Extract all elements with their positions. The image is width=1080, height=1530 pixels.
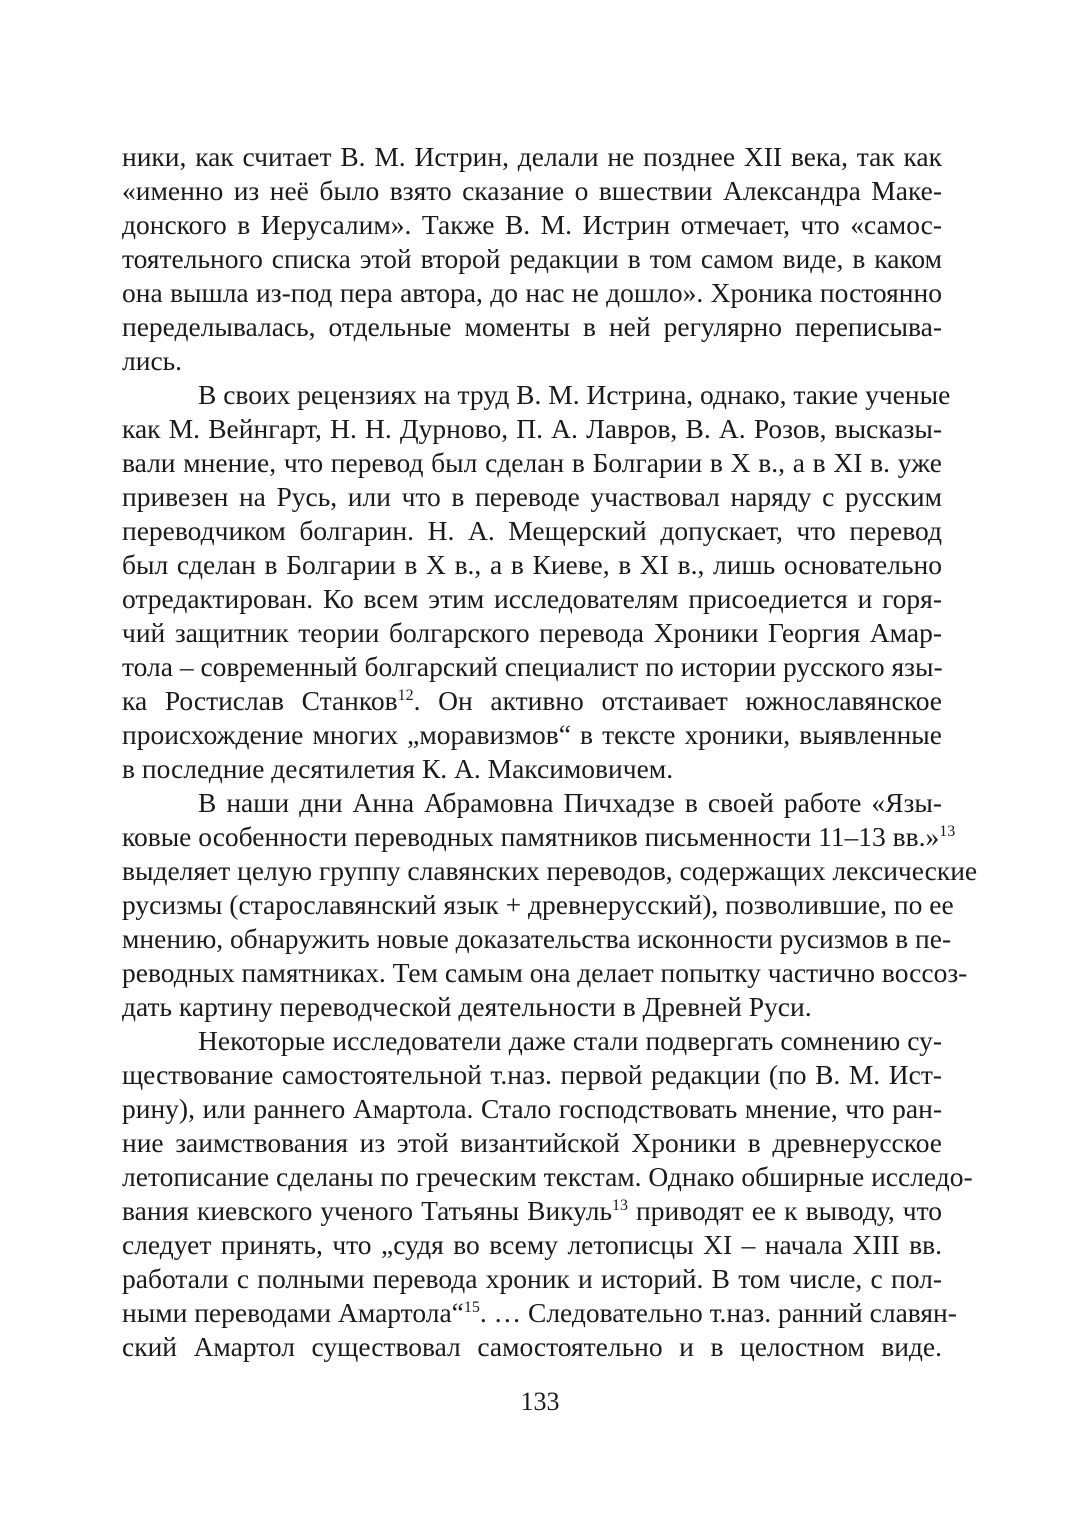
text-line: ский Амартол существовал самостоятельно и в целостном виде. <box>122 1331 942 1362</box>
text-line: В наши дни Анна Абрамовна Пичхадзе в своей работе «Язы- <box>198 787 942 818</box>
text-line: выделяет целую группу славянских переводов, содержащих лексические <box>122 855 978 886</box>
text-line <box>122 1296 957 1330</box>
text-line <box>122 820 956 854</box>
text-line: в последние десятилетия К. А. Максимовичем. <box>122 753 674 784</box>
text-line: переделывалась, отдельные моменты в ней регулярно переписыва- <box>122 311 942 342</box>
page-number: 133 <box>520 1387 560 1416</box>
text-line: В своих рецензиях на труд В. М. Истрина, однако, такие ученые <box>198 379 951 410</box>
text-line: дать картину переводческой деятельности в Древней Руси. <box>122 991 812 1022</box>
text-line: был сделан в Болгарии в X в., а в Киеве, в XI в., лишь основательно <box>122 549 942 580</box>
text-line: реводных памятниках. Тем самым она делает попытку частично воссоз- <box>122 957 968 988</box>
footnote-ref-13[interactable]: 13 <box>939 823 956 840</box>
text-line: чий защитник теории болгарского перевода Хроники Георгия Амар- <box>122 617 942 648</box>
text-fragment: ковые особенности переводных памятников письменности 11–13 вв.» <box>122 821 940 852</box>
text-fragment: . … Следовательно т.наз. ранний славян- <box>479 1297 957 1328</box>
text-line: тола – современный болгарский специалист по истории русского язы- <box>122 651 943 682</box>
text-line: переводчиком болгарин. Н. А. Мещерский допускает, что перевод <box>122 515 942 546</box>
text-fragment: ка Ростислав Станков <box>122 685 398 716</box>
footnote-ref-15[interactable]: 15 <box>463 1299 480 1316</box>
text-line: привезен на Русь, или что в переводе участвовал наряду с русским <box>122 481 942 512</box>
text-fragment: вания киевского ученого Татьяны Викуль <box>122 1195 612 1226</box>
text-line: она вышла из-под пера автора, до нас не дошло». Хроника постоянно <box>122 277 942 308</box>
footnote-ref-13[interactable]: 13 <box>611 1197 628 1214</box>
text-line: донского в Иерусалим». Также В. М. Истрин отмечает, что «самос- <box>122 209 942 240</box>
text-line: русизмы (старославянский язык + древнерусский), позволившие, по ее <box>122 889 954 920</box>
text-line: отредактирован. Ко всем этим исследователям присоедиется и горя- <box>122 583 942 614</box>
text-line: следует принять, что „судя во всему летописцы XI – начала XIII вв. <box>122 1229 942 1260</box>
text-line: как М. Вейнгарт, Н. Н. Дурново, П. А. Лавров, В. А. Розов, высказы- <box>122 413 942 444</box>
text-line: рину), или раннего Амартола. Стало господствовать мнение, что ран- <box>122 1093 942 1124</box>
text-line: Некоторые исследователи даже стали подвергать сомнению су- <box>198 1025 942 1056</box>
page-body <box>122 140 978 1364</box>
text-line: ществование самостоятельной т.наз. первой редакции (по В. М. Ист- <box>122 1059 942 1090</box>
text-fragment: ными переводами Амартола“ <box>122 1297 464 1328</box>
text-line: «именно из неё было взято сказание о вшествии Александра Маке- <box>122 175 942 206</box>
text-fragment: приводят ее к выводу, что <box>627 1195 942 1226</box>
text-line: работали с полными перевода хроник и историй. В том числе, с пол- <box>122 1263 942 1294</box>
footnote-ref-12[interactable]: 12 <box>397 687 414 704</box>
text-line <box>122 684 942 718</box>
text-line: летописание сделаны по греческим текстам. Однако обширные исследо- <box>122 1161 973 1192</box>
text-line: вали мнение, что перевод был сделан в Болгарии в X в., а в XI в. уже <box>122 447 942 478</box>
text-line: лись. <box>122 345 183 376</box>
text-line: тоятельного списка этой второй редакции в том самом виде, в каком <box>122 243 942 274</box>
text-line: ние заимствования из этой византийской Хроники в древнерусское <box>122 1127 942 1158</box>
text-line: ники, как считает В. М. Истрин, делали не позднее XII века, так как <box>122 141 942 172</box>
text-line: мнению, обнаружить новые доказательства исконности русизмов в пе- <box>122 923 952 954</box>
text-fragment: . Он активно отстаивает южнославянское <box>413 685 942 716</box>
text-line <box>122 1194 942 1228</box>
text-line: происхождение многих „моравизмов“ в тексте хроники, выявленные <box>122 719 942 750</box>
